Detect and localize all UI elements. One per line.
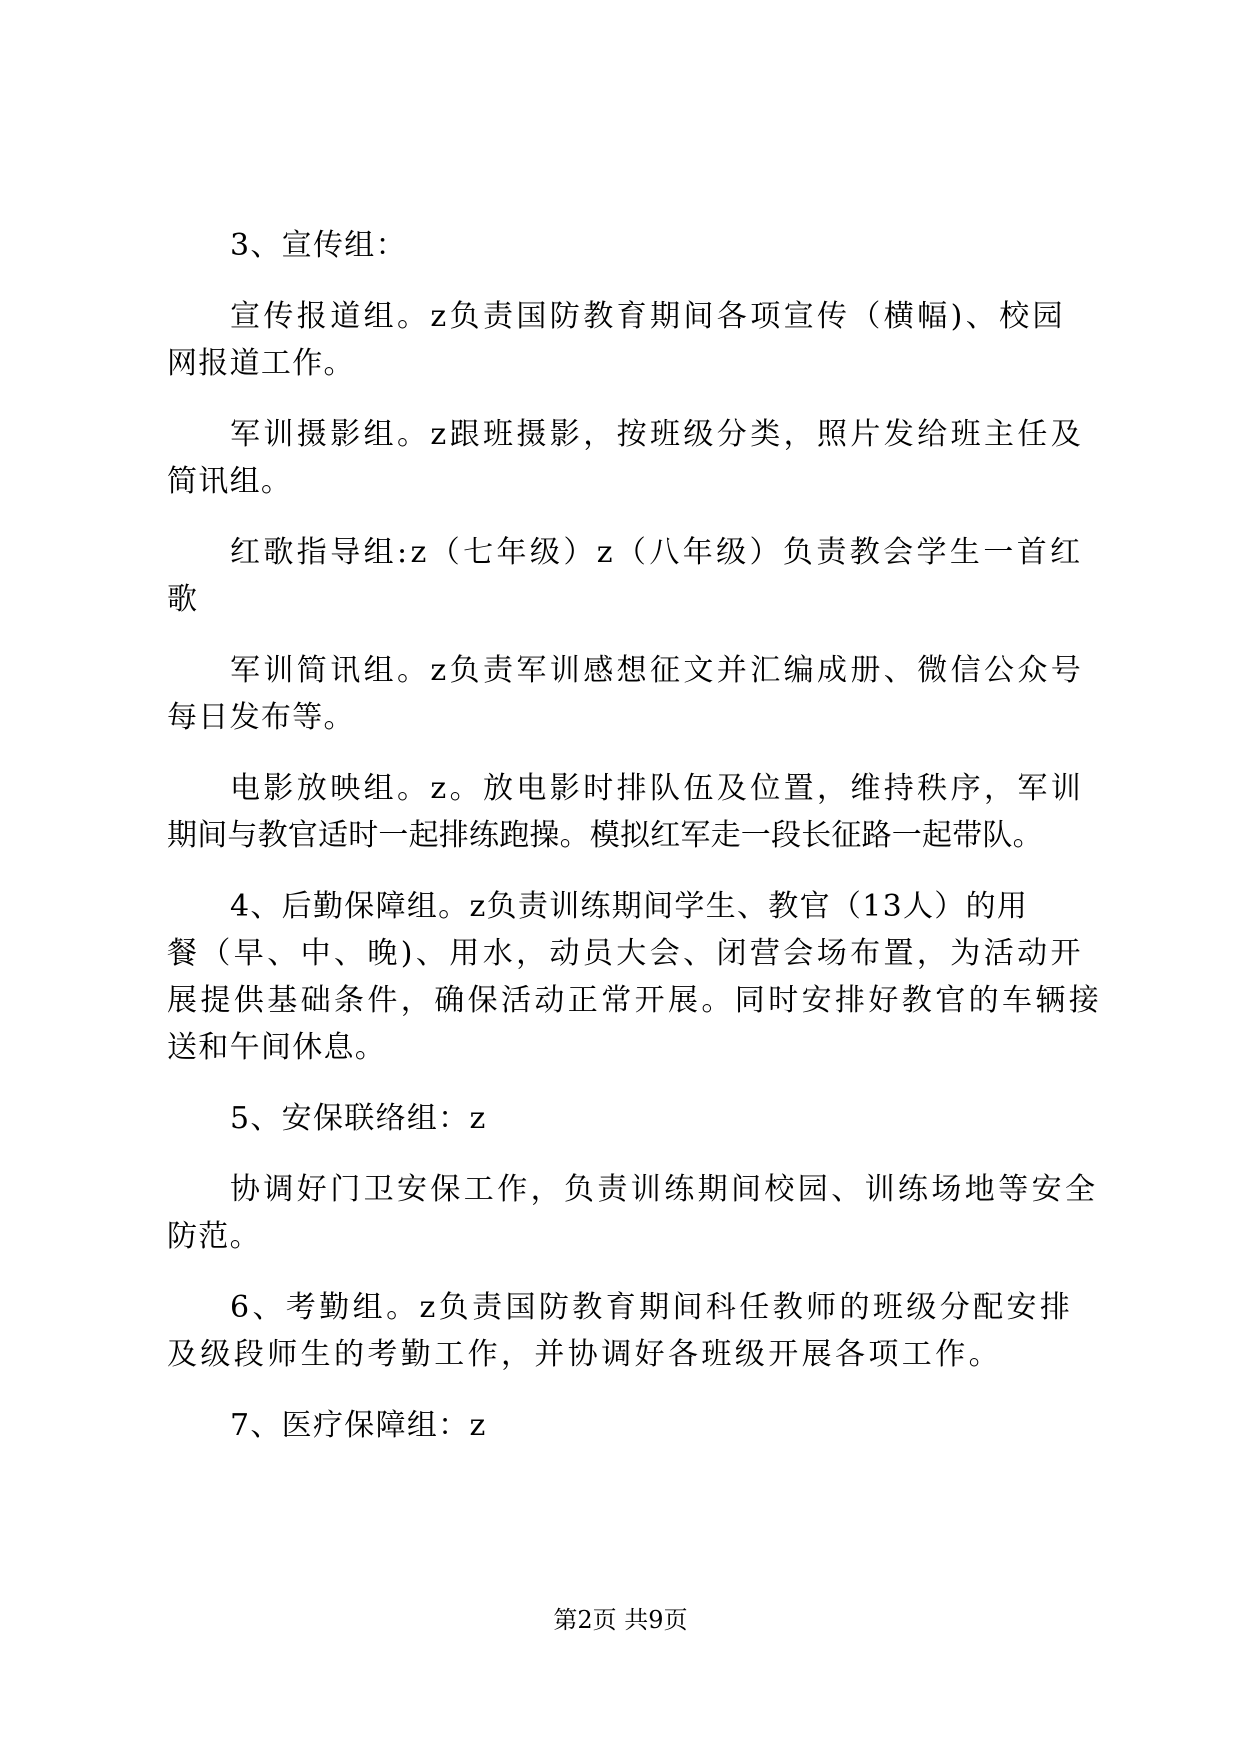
paragraph-photography-line-1: 军训摄影组。z跟班摄影，按班级分类，照片发给班主任及 (230, 417, 1085, 452)
paragraph-red-song-line-2: 歌 (167, 582, 199, 617)
section-heading-publicity: 3、宣传组： (230, 228, 407, 263)
paragraph-attendance-line-1: 6、考勤组。z负责国防教育期间科任教师的班级分配安排 (230, 1290, 1074, 1325)
section-heading-security: 5、安保联络组：z (230, 1101, 487, 1136)
paragraph-newsletter-line-2: 每日发布等。 (167, 700, 355, 735)
page-number-footer: 第2页 共9页 (553, 1606, 688, 1634)
paragraph-security-line-2: 防范。 (167, 1219, 261, 1254)
document-body (167, 222, 1103, 1449)
paragraph-photography-line-2: 简讯组。 (167, 464, 293, 499)
paragraph-red-song-line-1: 红歌指导组:z（七年级）z（八年级）负责教会学生一首红 (230, 535, 1084, 570)
paragraph-publicity-report-line-2: 网报道工作。 (167, 346, 355, 381)
section-heading-medical: 7、医疗保障组：z (230, 1408, 487, 1443)
paragraph-movie-line-2: 期间与教官适时一起排练跑操。模拟红军走一段长征路一起带队。 (167, 818, 1043, 853)
paragraph-security-line-1: 协调好门卫安保工作，负责训练期间校园、训练场地等安全 (230, 1172, 1099, 1207)
paragraph-newsletter-line-1: 军训简讯组。z负责军训感想征文并汇编成册、微信公众号 (230, 653, 1085, 688)
paragraph-logistics-line-1: 4、后勤保障组。z负责训练期间学生、教官（13人）的用 (230, 889, 1029, 924)
paragraph-logistics-line-3: 展提供基础条件，确保活动正常开展。同时安排好教官的车辆接 (167, 983, 1103, 1018)
paragraph-logistics-line-2: 餐（早、中、晚)、用水，动员大会、闭营会场布置，为活动开 (167, 936, 1084, 971)
paragraph-attendance-line-2: 及级段师生的考勤工作，并协调好各班级开展各项工作。 (167, 1337, 1002, 1372)
paragraph-logistics-line-4: 送和午间休息。 (167, 1030, 387, 1065)
paragraph-publicity-report-line-1: 宣传报道组。z负责国防教育期间各项宣传（横幅)、校园 (230, 299, 1066, 334)
paragraph-movie-line-1: 电影放映组。z。放电影时排队伍及位置，维持秩序，军训 (230, 771, 1085, 806)
